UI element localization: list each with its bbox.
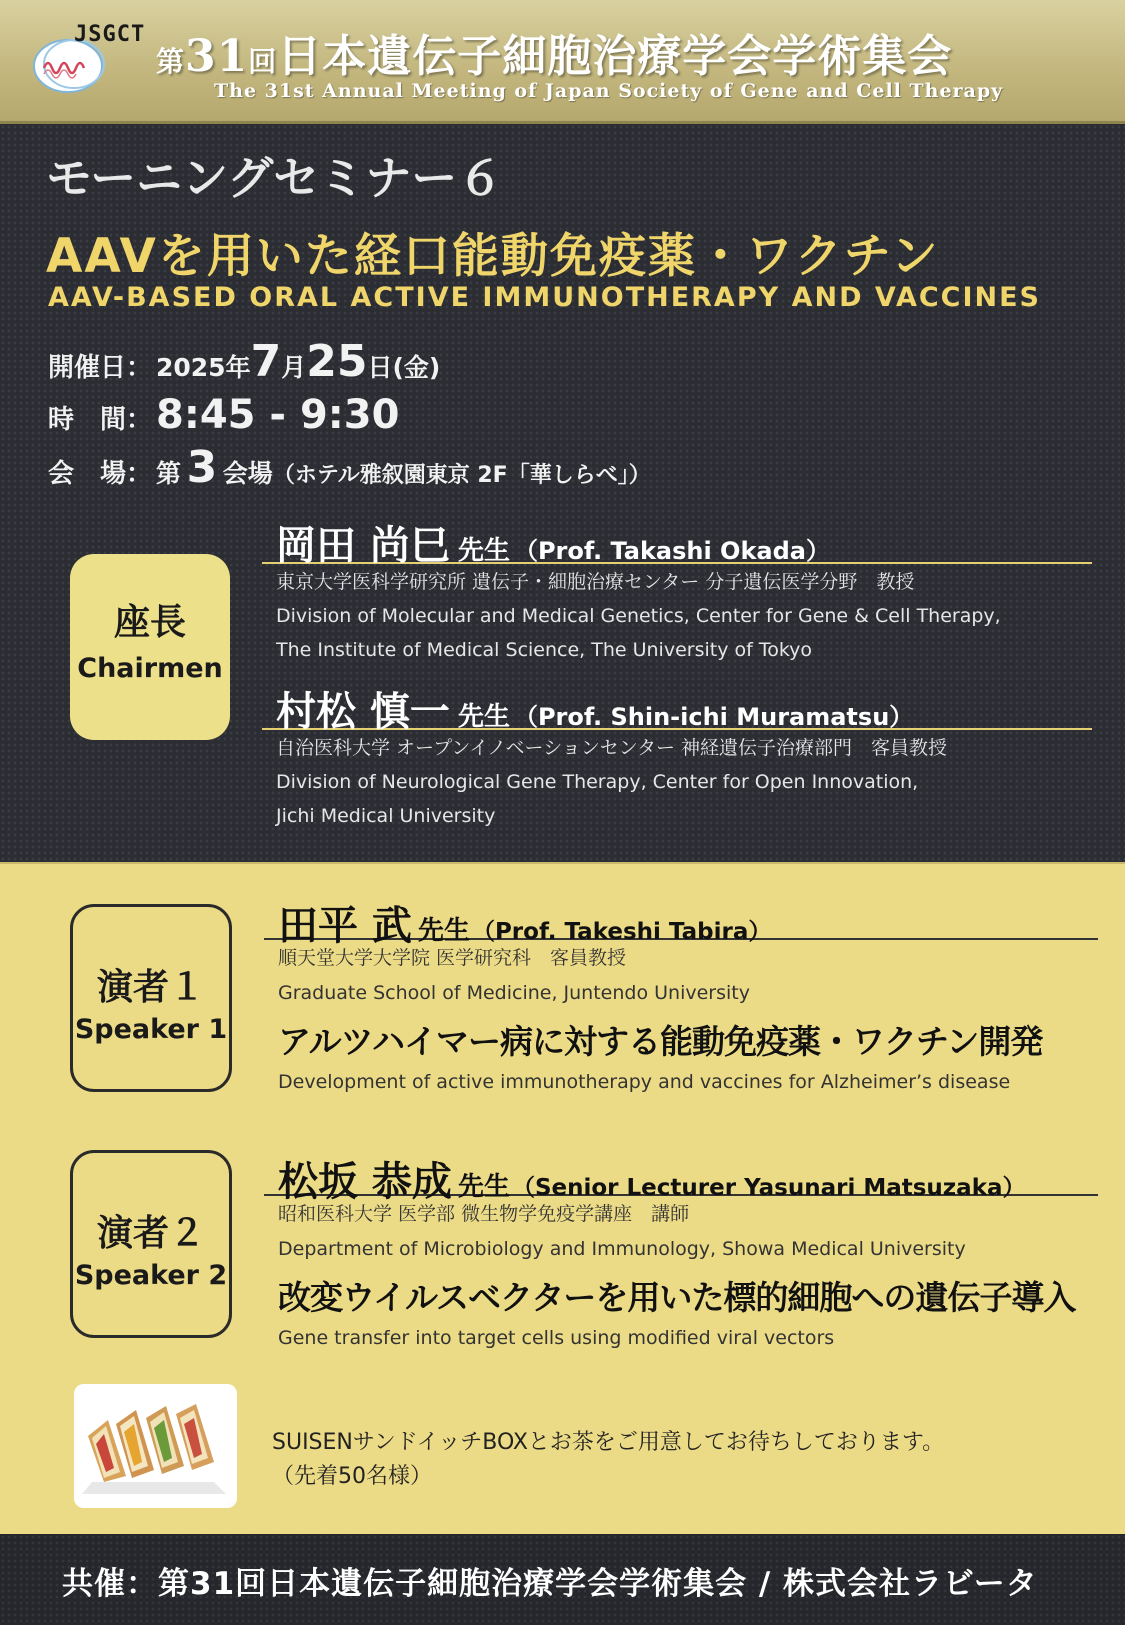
chairman-1-affil-jp: 東京大学医科学研究所 遺伝子・細胞治療センター 分子遺伝医学分野 教授	[276, 571, 915, 593]
speaker-1-name-line	[264, 894, 1098, 949]
speaker-2	[264, 1150, 1098, 1349]
chairman-2-affil-en-1: Division of Neurological Gene Therapy, Center for Open Innovation,	[276, 771, 919, 793]
venue-prefix: 第	[156, 459, 182, 488]
sandwich-box-image	[74, 1384, 237, 1508]
chairman-2-affil-jp: 自治医科大学 オープンイノベーションセンター 神経遺伝子治療部門 客員教授	[276, 737, 948, 759]
venue-detail: （ホテル雅叙園東京 2F「華しらべ」）	[272, 463, 651, 488]
date-year: 2025年	[156, 353, 251, 382]
chairman-1-affil-en-2: The Institute of Medical Science, The University of Tokyo	[276, 639, 813, 661]
venue-number: 3	[186, 442, 218, 493]
seminar-title-jp: AAVを用いた経口能動免疫薬・ワクチン	[46, 229, 940, 284]
header-banner	[0, 0, 1125, 124]
speaker-2-badge-en: Speaker 2	[74, 1260, 228, 1291]
speaker-2-talk-title-en: Gene transfer into target cells using modified viral vectors	[278, 1327, 835, 1349]
speaker-1-sensei: 先生	[417, 916, 470, 946]
speaker-1-badge-jp: 演者１	[96, 967, 205, 1008]
chairman-1	[262, 514, 1092, 666]
chairman-1-en-name: （Prof. Takashi Okada）	[513, 537, 830, 565]
chairman-2-name: 村松 慎一	[276, 689, 450, 735]
meeting-title-jp	[156, 20, 952, 84]
chairman-2-affil-en-2: Jichi Medical University	[276, 805, 496, 827]
speaker-1-badge-en: Speaker 1	[74, 1014, 228, 1045]
speaker-1-badge	[70, 904, 232, 1092]
date-day: 25	[306, 336, 368, 387]
venue-row	[48, 442, 651, 493]
title-prefix: 第	[156, 45, 186, 78]
time-label: 時 間：	[48, 405, 153, 435]
seminar-details-section	[0, 124, 1125, 862]
speakers-section	[0, 862, 1125, 1534]
chairman-2-en-name: （Prof. Shin-ichi Muramatsu）	[513, 703, 914, 731]
date-label: 開催日：	[48, 353, 153, 383]
speaker-1-talk-title-jp: アルツハイマー病に対する能動免疫薬・ワクチン開発	[278, 1022, 1043, 1061]
date-month-unit: 月	[281, 353, 307, 382]
lunch-note-line-1: SUISENサンドイッチBOXとお茶をご用意してお待ちしております。	[272, 1430, 945, 1455]
speaker-2-name-line	[264, 1150, 1098, 1205]
chairman-2-sensei: 先生	[457, 702, 510, 732]
co-sponsor-text: 共催：第31回日本遺伝子細胞治療学会学術集会 / 株式会社ラビータ	[62, 1566, 1038, 1602]
sandwich-icon	[74, 1384, 237, 1508]
chairman-1-name: 岡田 尚巳	[276, 523, 450, 569]
speaker-1-en-name: （Prof. Takeshi Tabira）	[471, 919, 772, 945]
venue-label: 会 場：	[48, 459, 153, 489]
speaker-2-name: 松坂 恭成	[278, 1159, 452, 1205]
speaker-2-talk-title-jp: 改変ウイルスベクターを用いた標的細胞への遺伝子導入	[278, 1278, 1076, 1317]
speaker-2-affil-en: Department of Microbiology and Immunology, Showa Medical University	[278, 1238, 966, 1260]
chairman-2-name-line	[262, 680, 1092, 735]
chairman-2	[262, 680, 1092, 832]
date-day-unit: 日(金)	[367, 353, 441, 382]
speaker-2-affil-jp: 昭和医科大学 医学部 微生物学免疫学講座 講師	[278, 1203, 690, 1225]
seminar-label: モーニングセミナー６	[46, 151, 504, 205]
title-main: 日本遺伝子細胞治療学会学術集会	[277, 31, 953, 82]
speaker-1-talk-title-en: Development of active immunotherapy and vaccines for Alzheimer’s disease	[278, 1071, 1011, 1093]
meeting-title-en: The 31st Annual Meeting of Japan Society of Gene and Cell Therapy	[214, 80, 1004, 102]
speaker-1	[264, 894, 1098, 1093]
speaker-2-badge	[70, 1150, 232, 1338]
venue-suffix: 会場	[222, 459, 273, 488]
logo-text: JSGCT	[74, 22, 146, 47]
seminar-title-en: AAV-BASED ORAL ACTIVE IMMUNOTHERAPY AND VACCINES	[48, 282, 1041, 313]
speaker-2-en-name: （Senior Lecturer Yasunari Matsuzaka）	[511, 1175, 1026, 1201]
chairmen-badge	[70, 554, 230, 740]
footer-banner	[0, 1534, 1125, 1625]
speaker-1-affil-jp: 順天堂大学大学院 医学研究科 客員教授	[278, 947, 627, 969]
chairman-1-sensei: 先生	[457, 536, 510, 566]
lunch-note	[272, 1426, 944, 1494]
speaker-2-badge-jp: 演者２	[96, 1213, 205, 1254]
lunch-note-line-2: （先着50名様）	[272, 1464, 432, 1489]
chairmen-badge-en: Chairmen	[77, 653, 223, 684]
title-number: 31	[185, 31, 249, 82]
time-value: 8:45 - 9:30	[156, 392, 400, 438]
speaker-2-sensei: 先生	[457, 1172, 510, 1202]
speaker-1-name: 田平 武	[278, 903, 412, 949]
chairman-1-affil-en-1: Division of Molecular and Medical Genetics, Center for Gene & Cell Therapy,	[276, 605, 1001, 627]
chairman-1-name-line	[262, 514, 1092, 569]
time-row	[48, 392, 399, 438]
chairmen-badge-jp: 座長	[113, 602, 186, 643]
speaker-1-affil-en: Graduate School of Medicine, Juntendo University	[278, 982, 750, 1004]
date-month: 7	[250, 336, 282, 387]
title-kai: 回	[248, 45, 278, 78]
date-row	[48, 336, 440, 387]
